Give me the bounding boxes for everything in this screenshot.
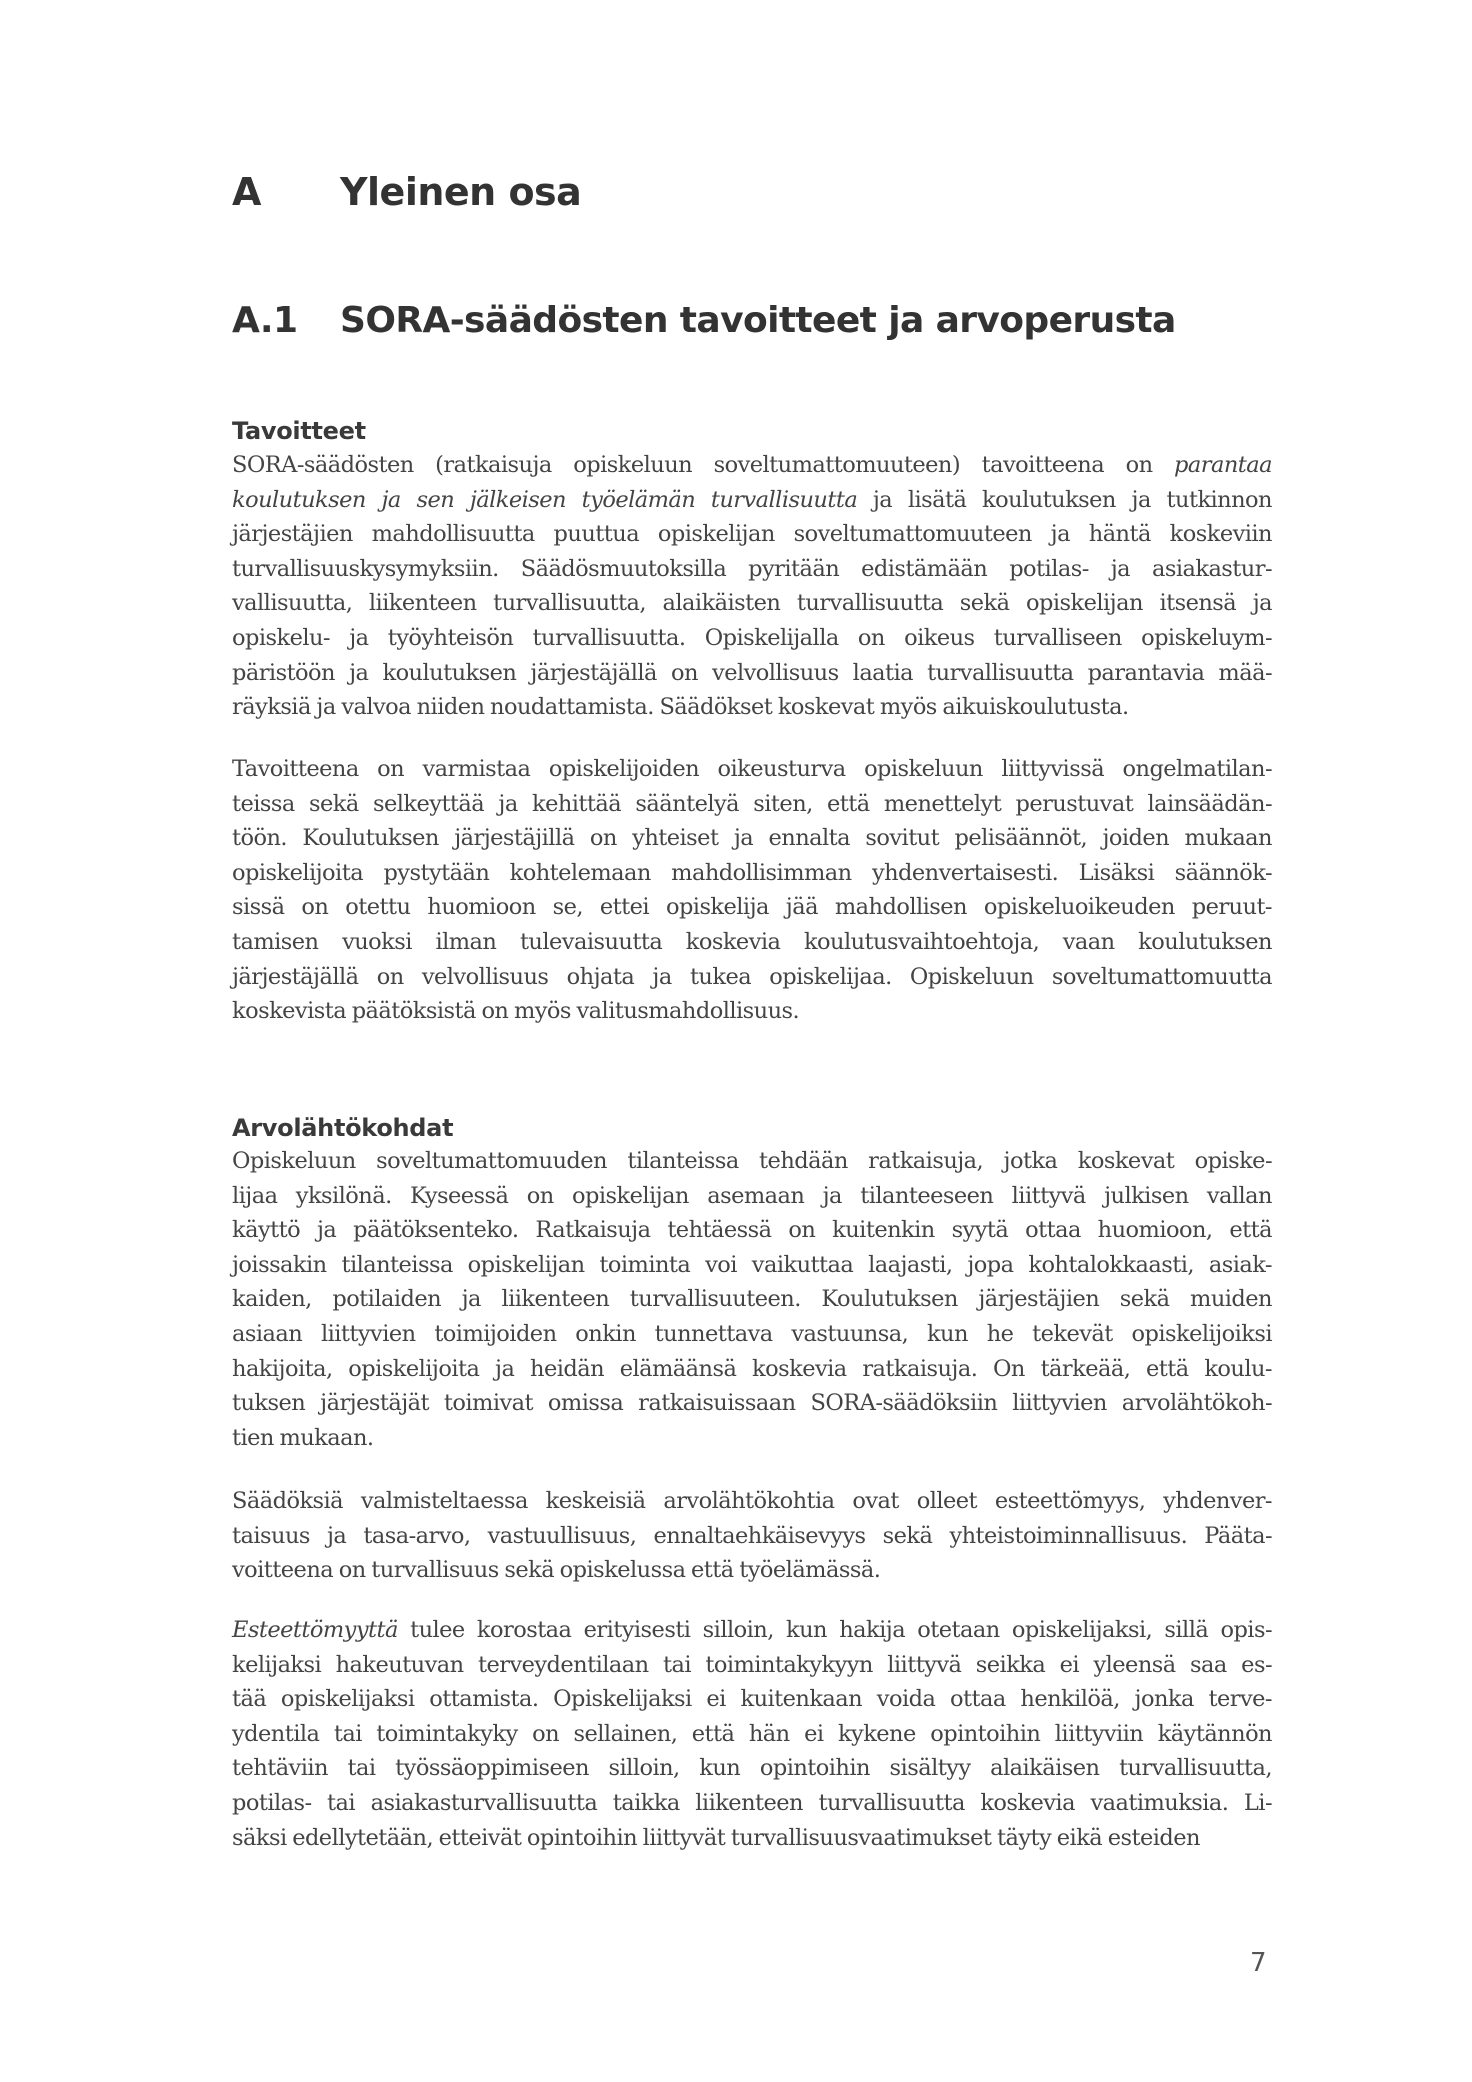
text-line [232,1682,1272,1717]
line-text: asiaan liittyvien toimijoiden onkin tunnettava vastuunsa, kun he tekevät opiskelijoiksi [232,1320,1272,1347]
line-text: räyksiä ja valvoa niiden noudattamista. Säädökset koskevat myös aikuiskoulutusta. [232,694,1129,721]
text-line [232,1821,1272,1856]
subsection-heading-tavoitteet: Tavoitteet [232,417,366,445]
line-text: opiskelu- ja työyhteisön turvallisuutta. Opiskelijalla on oikeus turvalliseen opiskeluym- [232,624,1272,651]
text-line [232,752,1272,787]
line-text: Opiskeluun soveltumattomuuden tilanteissa tehdään ratkaisuja, jotka koskevat opiske- [232,1148,1272,1174]
line-text: hakijoita, opiskelijoita ja heidän elämäänsä koskevia ratkaisuja. On tärkeää, että koulu- [232,1355,1272,1382]
text-line [232,1786,1272,1821]
text-line [232,1519,1272,1554]
text-line [232,787,1272,822]
line-text: tien mukaan. [232,1424,374,1451]
section-heading [232,300,1176,341]
text-line [232,1248,1272,1283]
line-text: tulee korostaa erityisesti silloin, kun hakija otetaan opiskelijaksi, sillä opis- [397,1617,1272,1643]
line-text: koskevista päätöksistä on myös valitusmahdollisuus. [232,998,800,1025]
text-line [232,1751,1272,1786]
line-text: Säädöksiä valmisteltaessa keskeisiä arvolähtökohtia ovat olleet esteettömyys, yhdenver- [232,1488,1272,1514]
text-line [232,621,1272,656]
text-line [232,1648,1272,1683]
line-text: sissä on otettu huomioon se, ettei opiskelija jää mahdollisen opiskeluoikeuden peruut- [232,894,1272,921]
chapter-heading [232,170,581,214]
text-line [232,586,1272,621]
text-line [232,1317,1272,1352]
line-text: ydentila tai toimintakyky on sellainen, että hän ei kykene opintoihin liittyviin käytännön [232,1720,1272,1747]
chapter-number: A [232,170,261,214]
emphasis-text: Esteettömyyttä [232,1617,398,1643]
text-line [232,890,1272,925]
text-line [232,1484,1272,1519]
line-text: järjestäjällä on velvollisuus ohjata ja tukea opiskelijaa. Opiskeluun soveltumattomuutta [232,963,1272,990]
text-line [232,994,1272,1029]
line-text: Tavoitteena on varmistaa opiskelijoiden oikeusturva opiskeluun liittyvissä ongelmatilan- [232,756,1272,782]
text-line [232,856,1272,891]
line-text: vallisuutta, liikenteen turvallisuutta, alaikäisten turvallisuutta sekä opiskelijan itsensä ja [232,590,1272,617]
line-text: joissakin tilanteissa opiskelijan toiminta voi vaikuttaa laajasti, jopa kohtalokkaasti, asiak- [232,1251,1272,1278]
line-text: lijaa yksilönä. Kyseessä on opiskelijan asemaan ja tilanteeseen liittyvä julkisen vallan [232,1182,1272,1209]
text-line [232,1179,1272,1214]
line-text: turvallisuuskysymyksiin. Säädösmuutoksilla pyritään edistämään potilas- ja asiakastur- [232,555,1272,582]
line-text: SORA-säädösten (ratkaisuja opiskeluun soveltumattomuuteen) tavoitteena on [232,452,1175,478]
line-text: kelijaksi hakeutuvan terveydentilaan tai toimintakykyyn liittyvä seikka ei yleensä saa es- [232,1651,1272,1678]
text-line [232,1613,1272,1648]
emphasis-text: parantaa [1174,452,1272,478]
text-line [232,448,1272,483]
line-text: tää opiskelijaksi ottamista. Opiskelijaksi ei kuitenkaan voida ottaa henkilöä, jonka terve- [232,1686,1272,1713]
line-text: päristöön ja koulutuksen järjestäjällä on velvollisuus laatia turvallisuutta parantavia mää- [232,659,1272,686]
paragraph [232,752,1272,1029]
page-number: 7 [1250,1948,1267,1978]
line-text: voitteena on turvallisuus sekä opiskelussa että työelämässä. [232,1557,881,1584]
line-text: opiskelijoita pystytään kohtelemaan mahdollisimman yhdenvertaisesti. Lisäksi säännök- [232,859,1272,886]
text-line [232,1421,1272,1456]
text-line [232,552,1272,587]
emphasis-text: koulutuksen ja sen jälkeisen työelämän turvallisuutta [232,486,858,513]
paragraph [232,1144,1272,1455]
line-text: taisuus ja tasa-arvo, vastuullisuus, ennaltaehkäisevyys sekä yhteistoiminnallisuus. Päätа- [232,1522,1272,1549]
line-text: töön. Koulutuksen järjestäjillä on yhteiset ja ennalta sovitut pelisäännöt, joiden mukaan [232,825,1272,852]
line-text: käyttö ja päätöksenteko. Ratkaisuja tehtäessä on kuitenkin syytä ottaa huomioon, että [232,1217,1272,1244]
line-text: teissa sekä selkeyttää ja kehittää sääntelyä siten, että menettelyt perustuvat lainsäädän- [232,790,1272,817]
text-line [232,1386,1272,1421]
line-text: tuksen järjestäjät toimivat omissa ratkaisuissaan SORA-säädöksiin liittyvien arvolähtökoh- [232,1390,1272,1417]
paragraph [232,1613,1272,1855]
line-text: kaiden, potilaiden ja liikenteen turvallisuuteen. Koulutuksen järjestäjien sekä muiden [232,1286,1272,1313]
paragraph [232,448,1272,725]
line-text: järjestäjien mahdollisuutta puuttua opiskelijan soveltumattomuuteen ja häntä koskeviin [232,521,1272,548]
text-line [232,517,1272,552]
section-number: A.1 [232,300,298,341]
text-line [232,960,1272,995]
paragraph [232,1484,1272,1588]
chapter-title: Yleinen osa [340,170,582,214]
section-title: SORA-säädösten tavoitteet ja arvoperusta [340,300,1176,341]
line-text: säksi edellytetään, etteivät opintoihin liittyvät turvallisuusvaatimukset täyty eikä esteiden [232,1824,1200,1851]
line-text: tamisen vuoksi ilman tulevaisuutta koskevia koulutusvaihtoehtoja, vaan koulutuksen [232,928,1272,955]
line-text: tehtäviin tai työssäoppimiseen silloin, kun opintoihin sisältyy alaikäisen turvallisuutta, [232,1755,1272,1782]
line-text: potilas- tai asiakasturvallisuutta taikka liikenteen turvallisuutta koskevia vaatimuksia. Li- [232,1789,1272,1816]
text-line [232,1144,1272,1179]
text-line [232,656,1272,691]
text-line [232,1352,1272,1387]
text-line [232,1717,1272,1752]
text-line [232,821,1272,856]
text-line [232,1213,1272,1248]
line-text: ja lisätä koulutuksen ja tutkinnon [857,486,1272,513]
text-line [232,690,1272,725]
text-line [232,1282,1272,1317]
text-line [232,925,1272,960]
text-line [232,1553,1272,1588]
subsection-heading-arvolahtokohdat: Arvolähtökohdat [232,1114,454,1142]
text-line [232,483,1272,518]
